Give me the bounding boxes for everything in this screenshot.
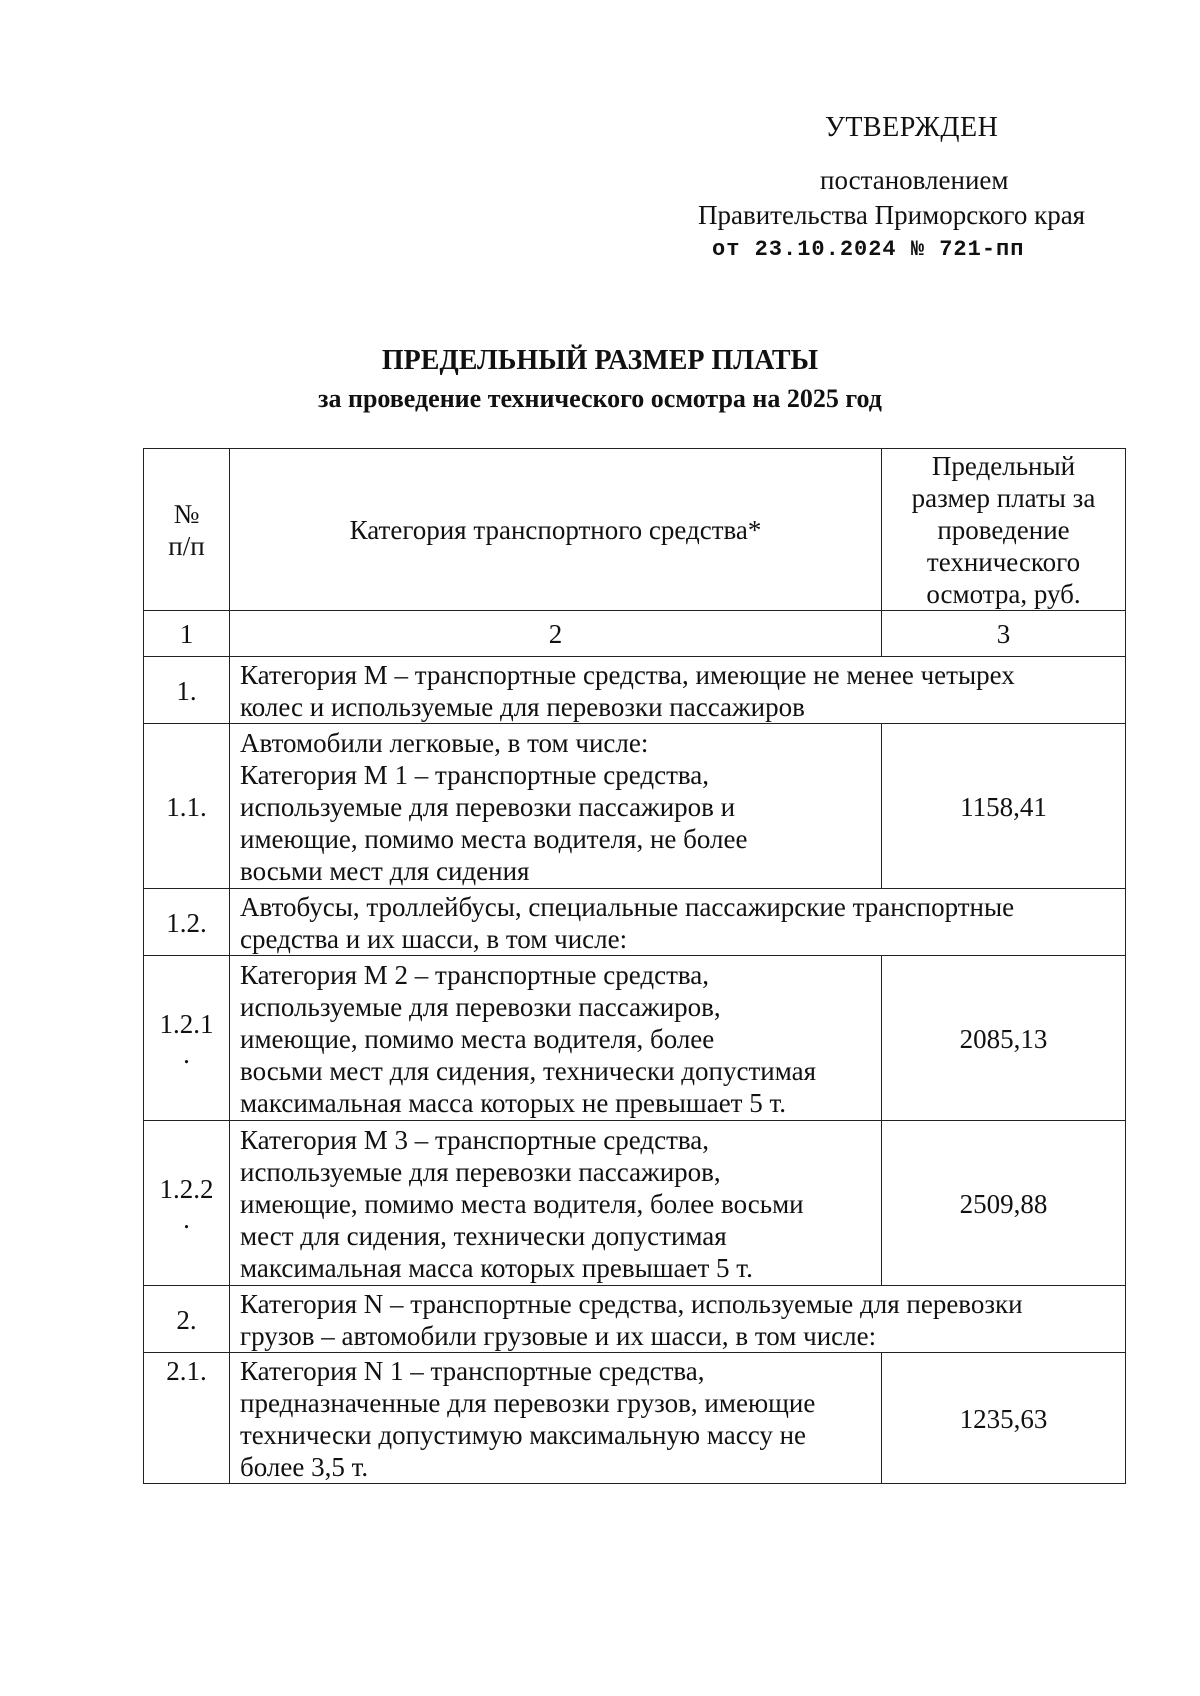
row-number: 2. (144, 1286, 230, 1353)
row-description (230, 1121, 882, 1286)
description-line: используемые для перевозки пассажиров и (240, 791, 736, 822)
description-line: более 3,5 т. (240, 1451, 369, 1482)
header-category: Категория транспортного средства* (230, 449, 882, 611)
row-number: 1. (144, 657, 230, 724)
description-line: Категория N 1 – транспортные средства, (240, 1355, 705, 1386)
description-line: максимальная масса которых превышает 5 т. (240, 1252, 753, 1283)
table-index-row (144, 611, 1126, 657)
row-description (230, 956, 882, 1121)
description-line: используемые для перевозки пассажиров, (240, 1156, 721, 1187)
approval-line-date-number: от 23.10.2024 № 721-пп (712, 237, 1025, 262)
row-number-part: 1.2.2 (159, 1173, 214, 1204)
table-row (144, 1121, 1126, 1286)
table-row (144, 1286, 1126, 1353)
description-line: имеющие, помимо места водителя, более восьми (240, 1188, 804, 1219)
index-cell: 3 (882, 611, 1126, 657)
approval-heading: УТВЕРЖДЕН (825, 112, 999, 143)
index-cell: 1 (144, 611, 230, 657)
description-line: средства и их шасси, в том числе: (240, 923, 628, 954)
description-line: Автобусы, троллейбусы, специальные пассажирские транспортные (240, 891, 1015, 922)
header-number-line: № (173, 499, 200, 529)
row-number (144, 1121, 230, 1286)
table-row (144, 724, 1126, 889)
description-line: используемые для перевозки пассажиров, (240, 991, 721, 1022)
header-fee-line: размер платы за (911, 483, 1096, 513)
table-header-row (144, 449, 1126, 611)
approval-line-government: Правительства Приморского края (698, 200, 1086, 230)
row-fee: 1158,41 (882, 724, 1126, 889)
description-line: Категория N – транспортные средства, используемые для перевозки (240, 1288, 1023, 1319)
description-line: восьми мест для сидения (240, 855, 530, 886)
description-line: имеющие, помимо места водителя, более (240, 1023, 715, 1054)
description-line: максимальная масса которых не превышает 5 т. (240, 1087, 786, 1118)
header-number-line: п/п (168, 531, 205, 561)
row-description (230, 657, 1126, 724)
row-number: 2.1. (144, 1353, 230, 1484)
description-line: Автомобили легковые, в том числе: (240, 727, 649, 758)
header-fee-line: осмотра, руб. (926, 579, 1081, 609)
header-fee-line: технического (926, 547, 1081, 577)
description-line: мест для сидения, технически допустимая (240, 1220, 727, 1251)
header-fee-line: Предельный (931, 451, 1076, 481)
header-fee (882, 449, 1126, 611)
header-number (144, 449, 230, 611)
description-line: Категория М 1 – транспортные средства, (240, 759, 710, 790)
table-row (144, 956, 1126, 1121)
table-row (144, 657, 1126, 724)
row-fee: 1235,63 (882, 1353, 1126, 1484)
table-row (144, 889, 1126, 956)
row-fee: 2085,13 (882, 956, 1126, 1121)
description-line: колес и используемые для перевозки пассажиров (240, 691, 805, 722)
description-line: Категория М 3 – транспортные средства, (240, 1124, 710, 1155)
fee-table (143, 448, 1126, 1484)
description-line: имеющие, помимо места водителя, не более (240, 823, 748, 854)
index-cell: 2 (230, 611, 882, 657)
row-number: 1.2. (144, 889, 230, 956)
row-description (230, 1286, 1126, 1353)
row-number-part: . (183, 1038, 190, 1069)
description-line: предназначенные для перевозки грузов, имеющие (240, 1387, 816, 1418)
description-line: Категория М – транспортные средства, имеющие не менее четырех (240, 659, 1015, 690)
document-title: ПРЕДЕЛЬНЫЙ РАЗМЕР ПЛАТЫ (381, 345, 819, 376)
description-line: восьми мест для сидения, технически допустимая (240, 1055, 817, 1086)
document-subtitle: за проведение технического осмотра на 2025 год (318, 384, 882, 413)
row-fee: 2509,88 (882, 1121, 1126, 1286)
row-description (230, 889, 1126, 956)
row-number (144, 956, 230, 1121)
header-fee-line: проведение (937, 515, 1070, 545)
row-number: 1.1. (144, 724, 230, 889)
row-description (230, 724, 882, 889)
row-number-part: . (183, 1203, 190, 1234)
table-row (144, 1353, 1126, 1484)
row-number-part: 1.2.1 (159, 1008, 214, 1039)
approval-line-resolution: постановлением (820, 165, 1009, 195)
description-line: Категория М 2 – транспортные средства, (240, 959, 710, 990)
description-line: технически допустимую максимальную массу не (240, 1419, 807, 1450)
description-line: грузов – автомобили грузовые и их шасси, в том числе: (240, 1320, 877, 1351)
row-description (230, 1353, 882, 1484)
